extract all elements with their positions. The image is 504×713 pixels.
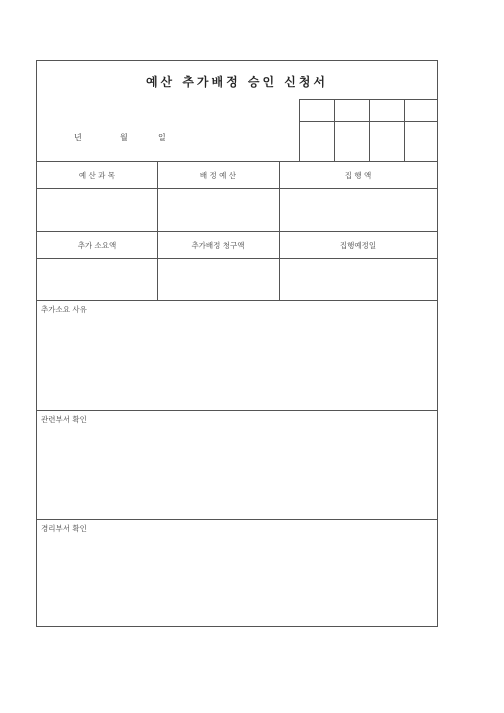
header-allocated-budget: 배 정 예 산 — [199, 171, 237, 180]
section-reason-label: 추가소요 사유 — [41, 305, 87, 314]
cell-allocated-budget[interactable] — [158, 189, 279, 231]
date-day-label: 일 — [158, 133, 166, 142]
section-accounting-dept-area[interactable] — [37, 536, 437, 626]
cell-additional-required[interactable] — [37, 259, 157, 300]
form-title: 예산 추가배정 승인 신청서 — [145, 75, 329, 89]
budget-request-form — [36, 60, 438, 627]
date-month-label: 월 — [120, 133, 128, 142]
section-related-dept-label: 관련부서 확인 — [41, 415, 87, 424]
section-reason-area[interactable] — [37, 317, 437, 409]
header-executed-amount: 집 행 액 — [344, 171, 372, 180]
cell-budget-item[interactable] — [37, 189, 157, 231]
section-accounting-dept-label: 경리부서 확인 — [41, 524, 87, 533]
header-budget-item: 예 산 과 목 — [78, 171, 116, 180]
cell-executed-amount[interactable] — [280, 189, 437, 231]
header-additional-required: 추가 소요액 — [77, 241, 117, 250]
cell-additional-requested[interactable] — [158, 259, 279, 300]
header-scheduled-date: 집행예정일 — [339, 241, 377, 250]
cell-scheduled-date[interactable] — [280, 259, 437, 300]
header-additional-requested: 추가배정 청구액 — [191, 241, 245, 250]
date-year-label: 년 — [74, 133, 82, 142]
section-related-dept-area[interactable] — [37, 427, 437, 518]
